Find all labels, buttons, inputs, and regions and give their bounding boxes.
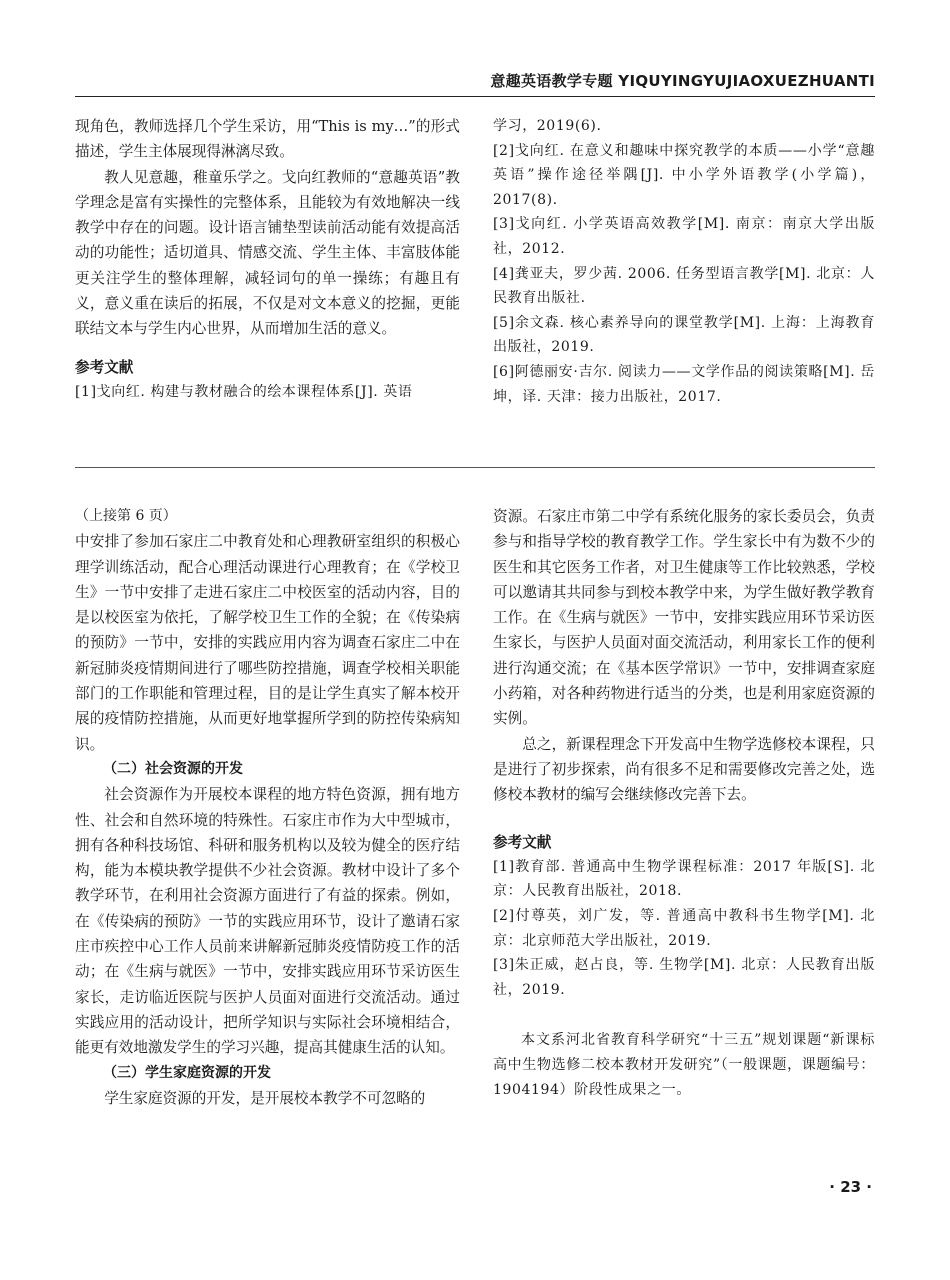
reference-item: [4]龚亚夫，罗少茜. 2006. 任务型语言教学[M]. 北京：人民教育出版社. [493,265,875,307]
paragraph: 总之，新课程理念下开发高中生物学选修校本课程，只是进行了初步探索，尚有很多不足和需要修改完善之处，选修校本教材的编写会继续修改完善下去。 [493,735,875,804]
reference-item: [3]戈向红. 小学英语高效教学[M]. 南京：南京大学出版社，2012. [493,216,875,257]
funding-note: 本文系河北省教育科学研究“十三五”规划课题“新课标高中生物选修二校本教材开发研究”（一般课题，课题编号：1904194）阶段性成果之一。 [493,1032,875,1098]
running-header [75,66,875,97]
bottom-left-column [75,504,460,1111]
reference-item: [3]朱正威，赵占良，等. 生物学[M]. 北京：人民教育出版社，2019. [493,957,875,998]
section-subheading: （三）学生家庭资源的开发 [103,1064,271,1081]
paragraph: 资源。石家庄市第二中学有系统化服务的家长委员会，负责参与和指导学校的教育教学工作。学生家长中有为数不少的医生和其它医务工作者，对卫生健康等工作比较熟悉，学校可以邀请其共同参与到校本教学中来，为学生做好教学教育工作。在《生病与就医》一节中，安排实践应用环节采访医生家长，与医护人员面对面交流活动，利用家长工作的便利进行沟通交流；在《基本医学常识》一节中，安排调查家庭小药箱，对各种药物进行适当的分类，也是利用家庭资源的实例。 [493,508,875,728]
reference-item: [2]戈向红. 在意义和趣味中探究教学的本质——小学“意趣英语”操作途径举隅[J]. 中小学外语教学(小学篇)，2017(8). [493,142,875,208]
paragraph: 中安排了参加石家庄二中教育处和心理教研室组织的积极心理学训练活动，配合心理活动课进行心理教育；在《学校卫生》一节中安排了走进石家庄二中校医室的活动内容，目的是以校医室为依托，了解学校卫生工作的全貌；在《传染病的预防》一节中，安排的实践应用内容为调查石家庄二中在新冠肺炎疫情期间进行了哪些防控措施，调查学校相关职能部门的工作职能和管理过程，目的是让学生真实了解本校开展的疫情防控措施，从而更好地掌握所学到的防控传染病知识。 [75,533,460,753]
paragraph: 现角色，教师选择几个学生采访，用“This is my…”的形式描述，学生主体展现得淋漓尽致。 [75,118,460,161]
paragraph: 学生家庭资源的开发，是开展校本教学不可忽略的 [104,1089,426,1107]
paragraph: 教人见意趣，稚童乐学之。戈向红教师的“意趣英语”教学理念是富有实操性的完整体系，且能较为有效地解决一线教学中存在的问题。设计语言铺垫型读前活动能有效提高活动的功能性；适切道具、情感交流、学生主体、丰富肢体能更关注学生的整体理解，减轻词句的单一操练；有趣且有义，意义重在读后的拓展，不仅是对文本意义的挖掘，更能联结文本与学生内心世界，从而增加生活的意义。 [75,168,460,338]
reference-item: [1]戈向红. 构建与教材融合的绘本课程体系[J]. 英语 [75,383,413,400]
continued-from-note: （上接第 6 页） [75,508,177,524]
reference-item: 学习，2019(6). [493,118,602,134]
bottom-right-column [493,504,875,1102]
top-left-column [75,114,460,405]
section-divider [75,467,875,468]
reference-item: [1]教育部. 普通高中生物学课程标准：2017 年版[S]. 北京：人民教育出版社，2018. [493,858,875,900]
paragraph: 社会资源作为开展校本课程的地方特色资源，拥有地方性、社会和自然环境的特殊性。石家庄市作为大中型城市，拥有各种科技场馆、科研和服务机构以及较为健全的医疗结构，能为本模块教学提供不少社会资源。教材中设计了多个教学环节，在利用社会资源方面进行了有益的探索。例如，在《传染病的预防》一节的实践应用环节，设计了邀请石家庄市疾控中心工作人员前来讲解新冠肺炎疫情防疫工作的活动；在《生病与就医》一节中，安排实践应用环节采访医生家长，走访临近医院与医护人员面对面进行交流活动。通过实践应用的活动设计，把所学知识与实际社会环境相结合，能更有效地激发学生的学习兴趣，提高其健康生活的认知。 [75,786,460,1057]
journal-section-title: 意趣英语教学专题 YIQUYINGYUJIAOXUEZHUANTI [490,72,875,90]
references-heading: 参考文献 [493,833,552,851]
reference-item: [2]付尊英，刘广发，等. 普通高中教科书生物学[M]. 北京：北京师范大学出版社，2019. [493,908,875,949]
page-number: · 23 · [829,1178,872,1196]
section-subheading: （二）社会资源的开发 [103,760,243,777]
top-right-column [493,114,875,409]
references-heading: 参考文献 [75,358,134,376]
reference-item: [5]余文森. 核心素养导向的课堂教学[M]. 上海：上海教育出版社，2019. [493,314,875,356]
reference-item: [6]阿德丽安·吉尔. 阅读力——文学作品的阅读策略[M]. 岳坤，译. 天津：接力出版社，2017. [493,363,875,405]
